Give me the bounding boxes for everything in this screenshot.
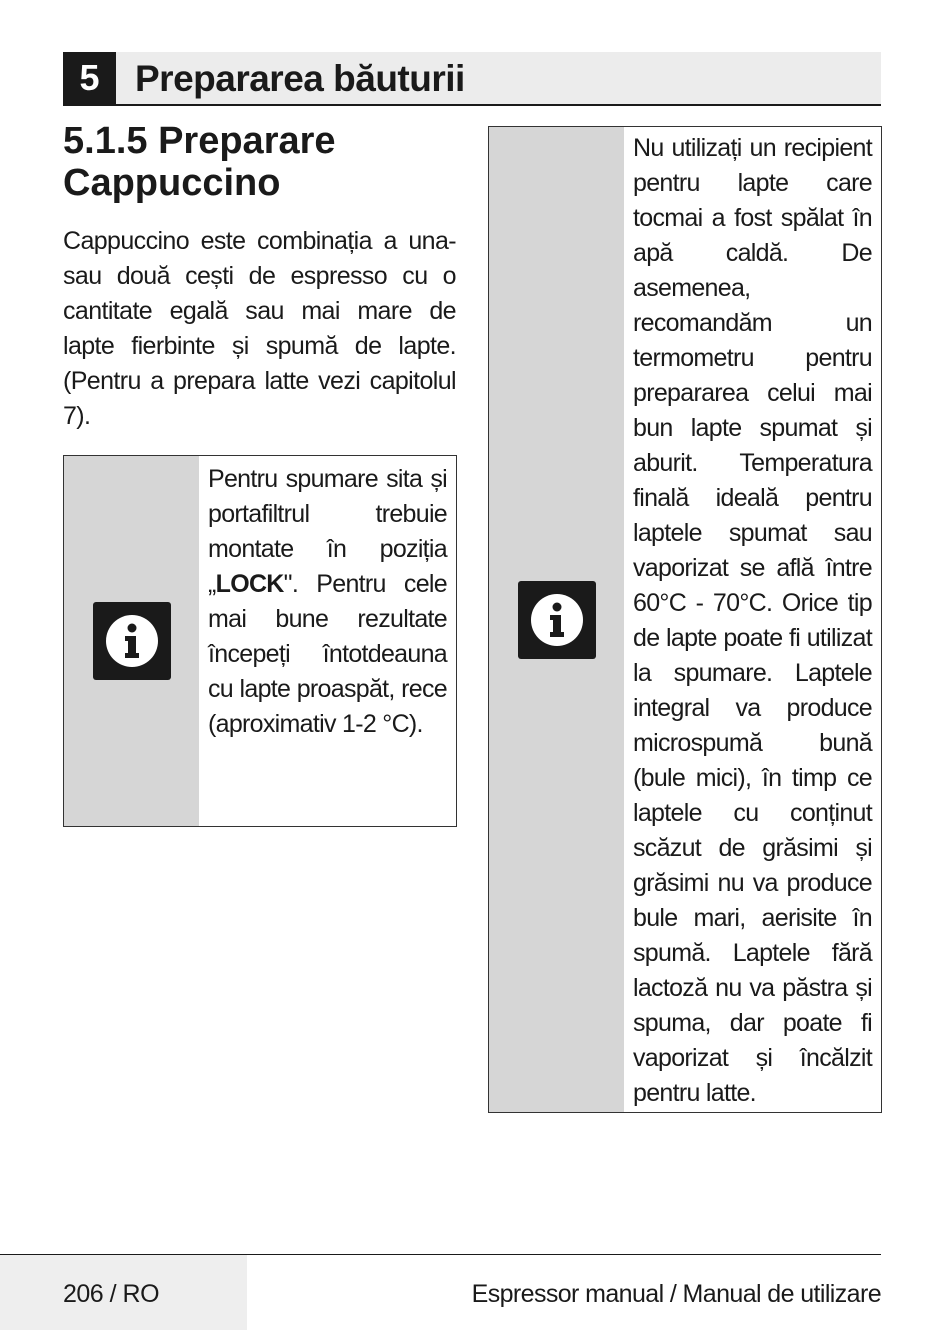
chapter-header [63,52,881,106]
info-icon [93,602,171,680]
intro-paragraph: Cappuccino este combinația a una-sau două cești de espresso cu o cantitate egală sau mai mare de lapte fierbinte și spumă de lapte. (Pentru a prepara latte vezi capitolul 7). [63,227,456,430]
note-box-lock [63,455,457,827]
info-icon [518,581,596,659]
note-text [199,456,456,826]
manual-title: Espressor manual / Manual de utilizare [471,1280,881,1308]
chapter-number: 5 [63,52,116,104]
lock-label: LOCK [215,570,284,598]
note-text-part: Pentru spumare sita și portafiltrul trebuie montate în poziția „ [208,465,447,598]
section-title: 5.1.5 Preparare Cappuccino [63,120,336,204]
page-number: 206 / RO [63,1280,160,1308]
chapter-title: Prepararea băuturii [135,58,465,99]
note-box-milk [488,126,882,1113]
note-gutter [489,127,624,1112]
note-text: Nu utilizați un recipient pentru lapte care tocmai a fost spălat în apă caldă. De asemenea, recomandăm un termometru pentru prepararea celui mai bun lapte spumat și aburit. Temperatura finală ideală pentru laptele spumat sau vaporizat se află între 60°C - 70°C. Orice tip de lapte poate fi utilizat la spumare. Laptele integral va produce microspumă bună (bule mici), în timp ce laptele cu conținut scăzut de grăsimi și grăsimi nu va produce bule mari, aerisite în spumă. Laptele fără lactoză nu va păstra și spuma, dar poate fi vaporizat și încălzit pentru latte. [633,134,872,1107]
note-text-part: ". Pentru cele mai bune rezultate începeți întotdeauna cu lapte proaspăt, rece (aproximativ 1-2 °C). [208,570,447,738]
note-gutter [64,456,199,826]
